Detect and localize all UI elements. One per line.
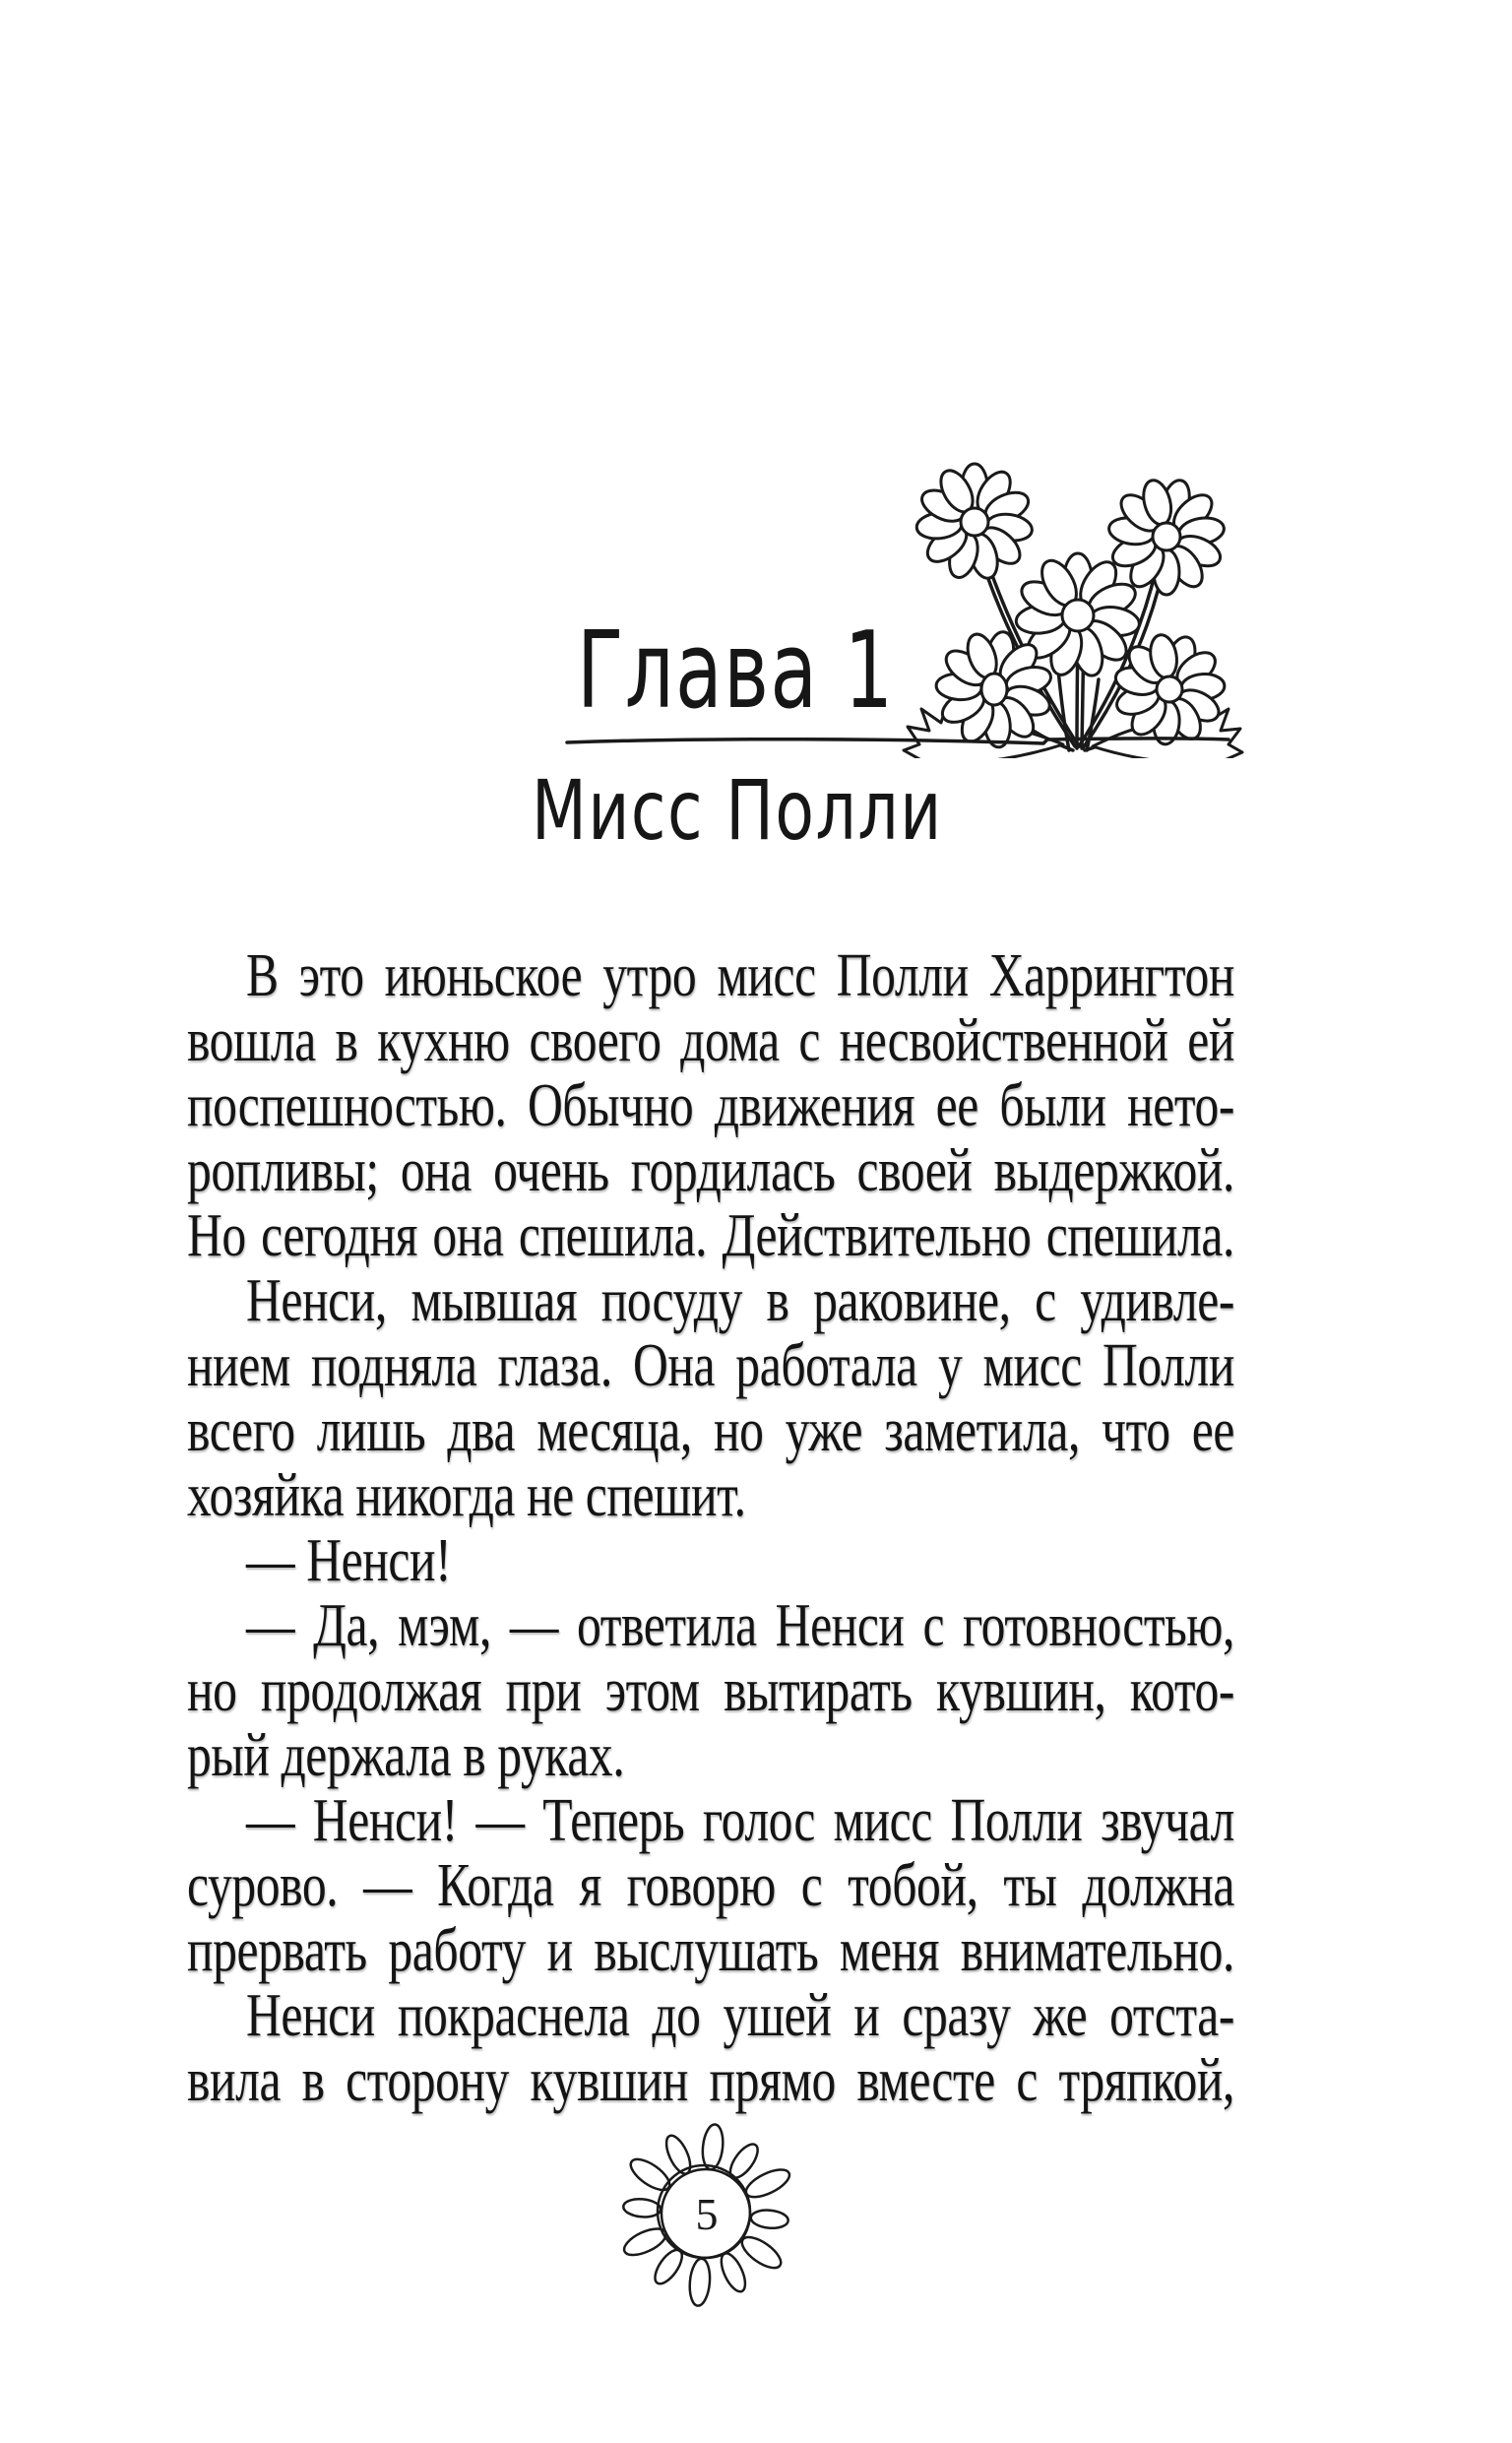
chapter-title: Мисс Полли <box>532 762 943 859</box>
body-line: прервать работу и выслушать меня внимательно. <box>187 1917 1234 1984</box>
body-line: ропливы; она очень гордилась своей выдержкой. <box>187 1137 1234 1204</box>
body-line: рый держала в руках. <box>187 1722 625 1789</box>
body-line: Ненси, мывшая посуду в раковине, с удивле- <box>246 1267 1234 1334</box>
body-line: Но сегодня она спешила. Действительно спешила. <box>187 1202 1234 1269</box>
body-line: В это июньское утро мисс Полли Харрингтон <box>246 942 1234 1009</box>
body-line: поспешностью. Обычно движения ее были нето- <box>187 1072 1234 1139</box>
body-text <box>187 943 1496 2113</box>
body-line: вошла в кухню своего дома с несвойственной ей <box>187 1007 1234 1074</box>
chapter-label: Глава 1 <box>577 610 895 733</box>
body-line: вила в сторону кувшин прямо вместе с тряпкой, <box>187 2047 1234 2114</box>
body-line: но продолжая при этом вытирать кувшин, кото- <box>187 1657 1234 1724</box>
page-number: 5 <box>695 2188 719 2239</box>
body-line: нием подняла глаза. Она работала у мисс Полли <box>187 1332 1234 1399</box>
body-line: всего лишь два месяца, но уже заметила, что ее <box>187 1397 1234 1464</box>
body-line: — Ненси! — Теперь голос мисс Полли звучал <box>246 1787 1234 1854</box>
body-line: хозяйка никогда не спешит. <box>187 1462 746 1529</box>
body-line: — Да, мэм, — ответила Ненси с готовностью, <box>246 1592 1234 1659</box>
body-line: сурово. — Когда я говорю с тобой, ты должна <box>187 1852 1234 1919</box>
body-line: — Ненси! <box>246 1527 452 1594</box>
body-line: Ненси покраснела до ушей и сразу же отста- <box>246 1982 1234 2049</box>
